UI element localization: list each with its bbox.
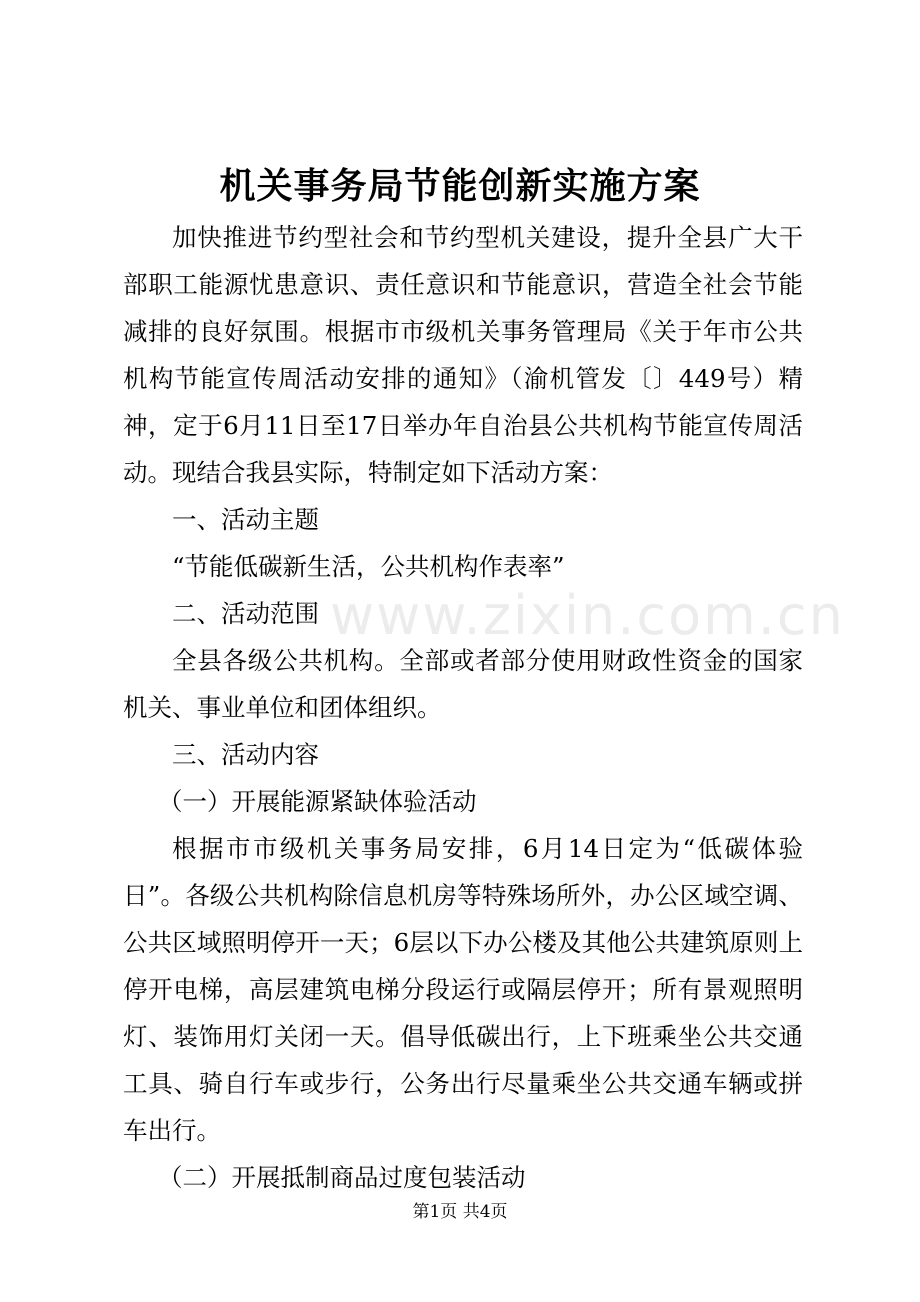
document-title: 机关事务局节能创新实施方案 <box>219 165 701 207</box>
paragraph-scope: 全县各级公共机构。全部或者部分使用财政性资金的国家机关、事业单位和团体组织。 <box>123 646 803 722</box>
paragraph-low-carbon-day: 根据市市级机关事务局安排，6月14日定为“低碳体验日”。各级公共机构除信息机房等特殊场所外，办公区域空调、公共区域照明停开一天；6层以下办公楼及其他公共建筑原则上停开电梯，高层建筑电梯分段运行或隔层停开；所有景观照明灯、装饰用灯关闭一天。倡导低碳出行，上下班乘坐公共交通工具、骑自行车或步行，公务出行尽量乘坐公共交通车辆或拼车出行。 <box>123 834 803 1145</box>
paragraph-intro: 加快推进节约型社会和节约型机关建设，提升全县广大干部职工能源忧患意识、责任意识和节能意识，营造全社会节能减排的良好氛围。根据市市级机关事务管理局《关于年市公共机构节能宣传周活动安排的通知》（渝机管发〔〕449号）精神，定于6月11日至17日举办年自治县公共机构节能宣传周活动。现结合我县实际，特制定如下活动方案： <box>123 223 803 487</box>
heading-activity-content: 三、活动内容 <box>172 740 319 769</box>
heading-activity-scope: 二、活动范围 <box>172 599 319 628</box>
subheading-excess-packaging: （二）开展抵制商品过度包装活动 <box>158 1163 526 1192</box>
paragraph-theme: “节能低碳新生活，公共机构作表率” <box>172 552 565 581</box>
watermark: www.zixin.com.cn <box>330 584 845 647</box>
page-footer: 第1页 共4页 <box>412 1202 508 1222</box>
heading-activity-theme: 一、活动主题 <box>172 505 319 534</box>
subheading-energy-shortage: （一）开展能源紧缺体验活动 <box>158 787 477 816</box>
document-body <box>123 214 803 1201</box>
